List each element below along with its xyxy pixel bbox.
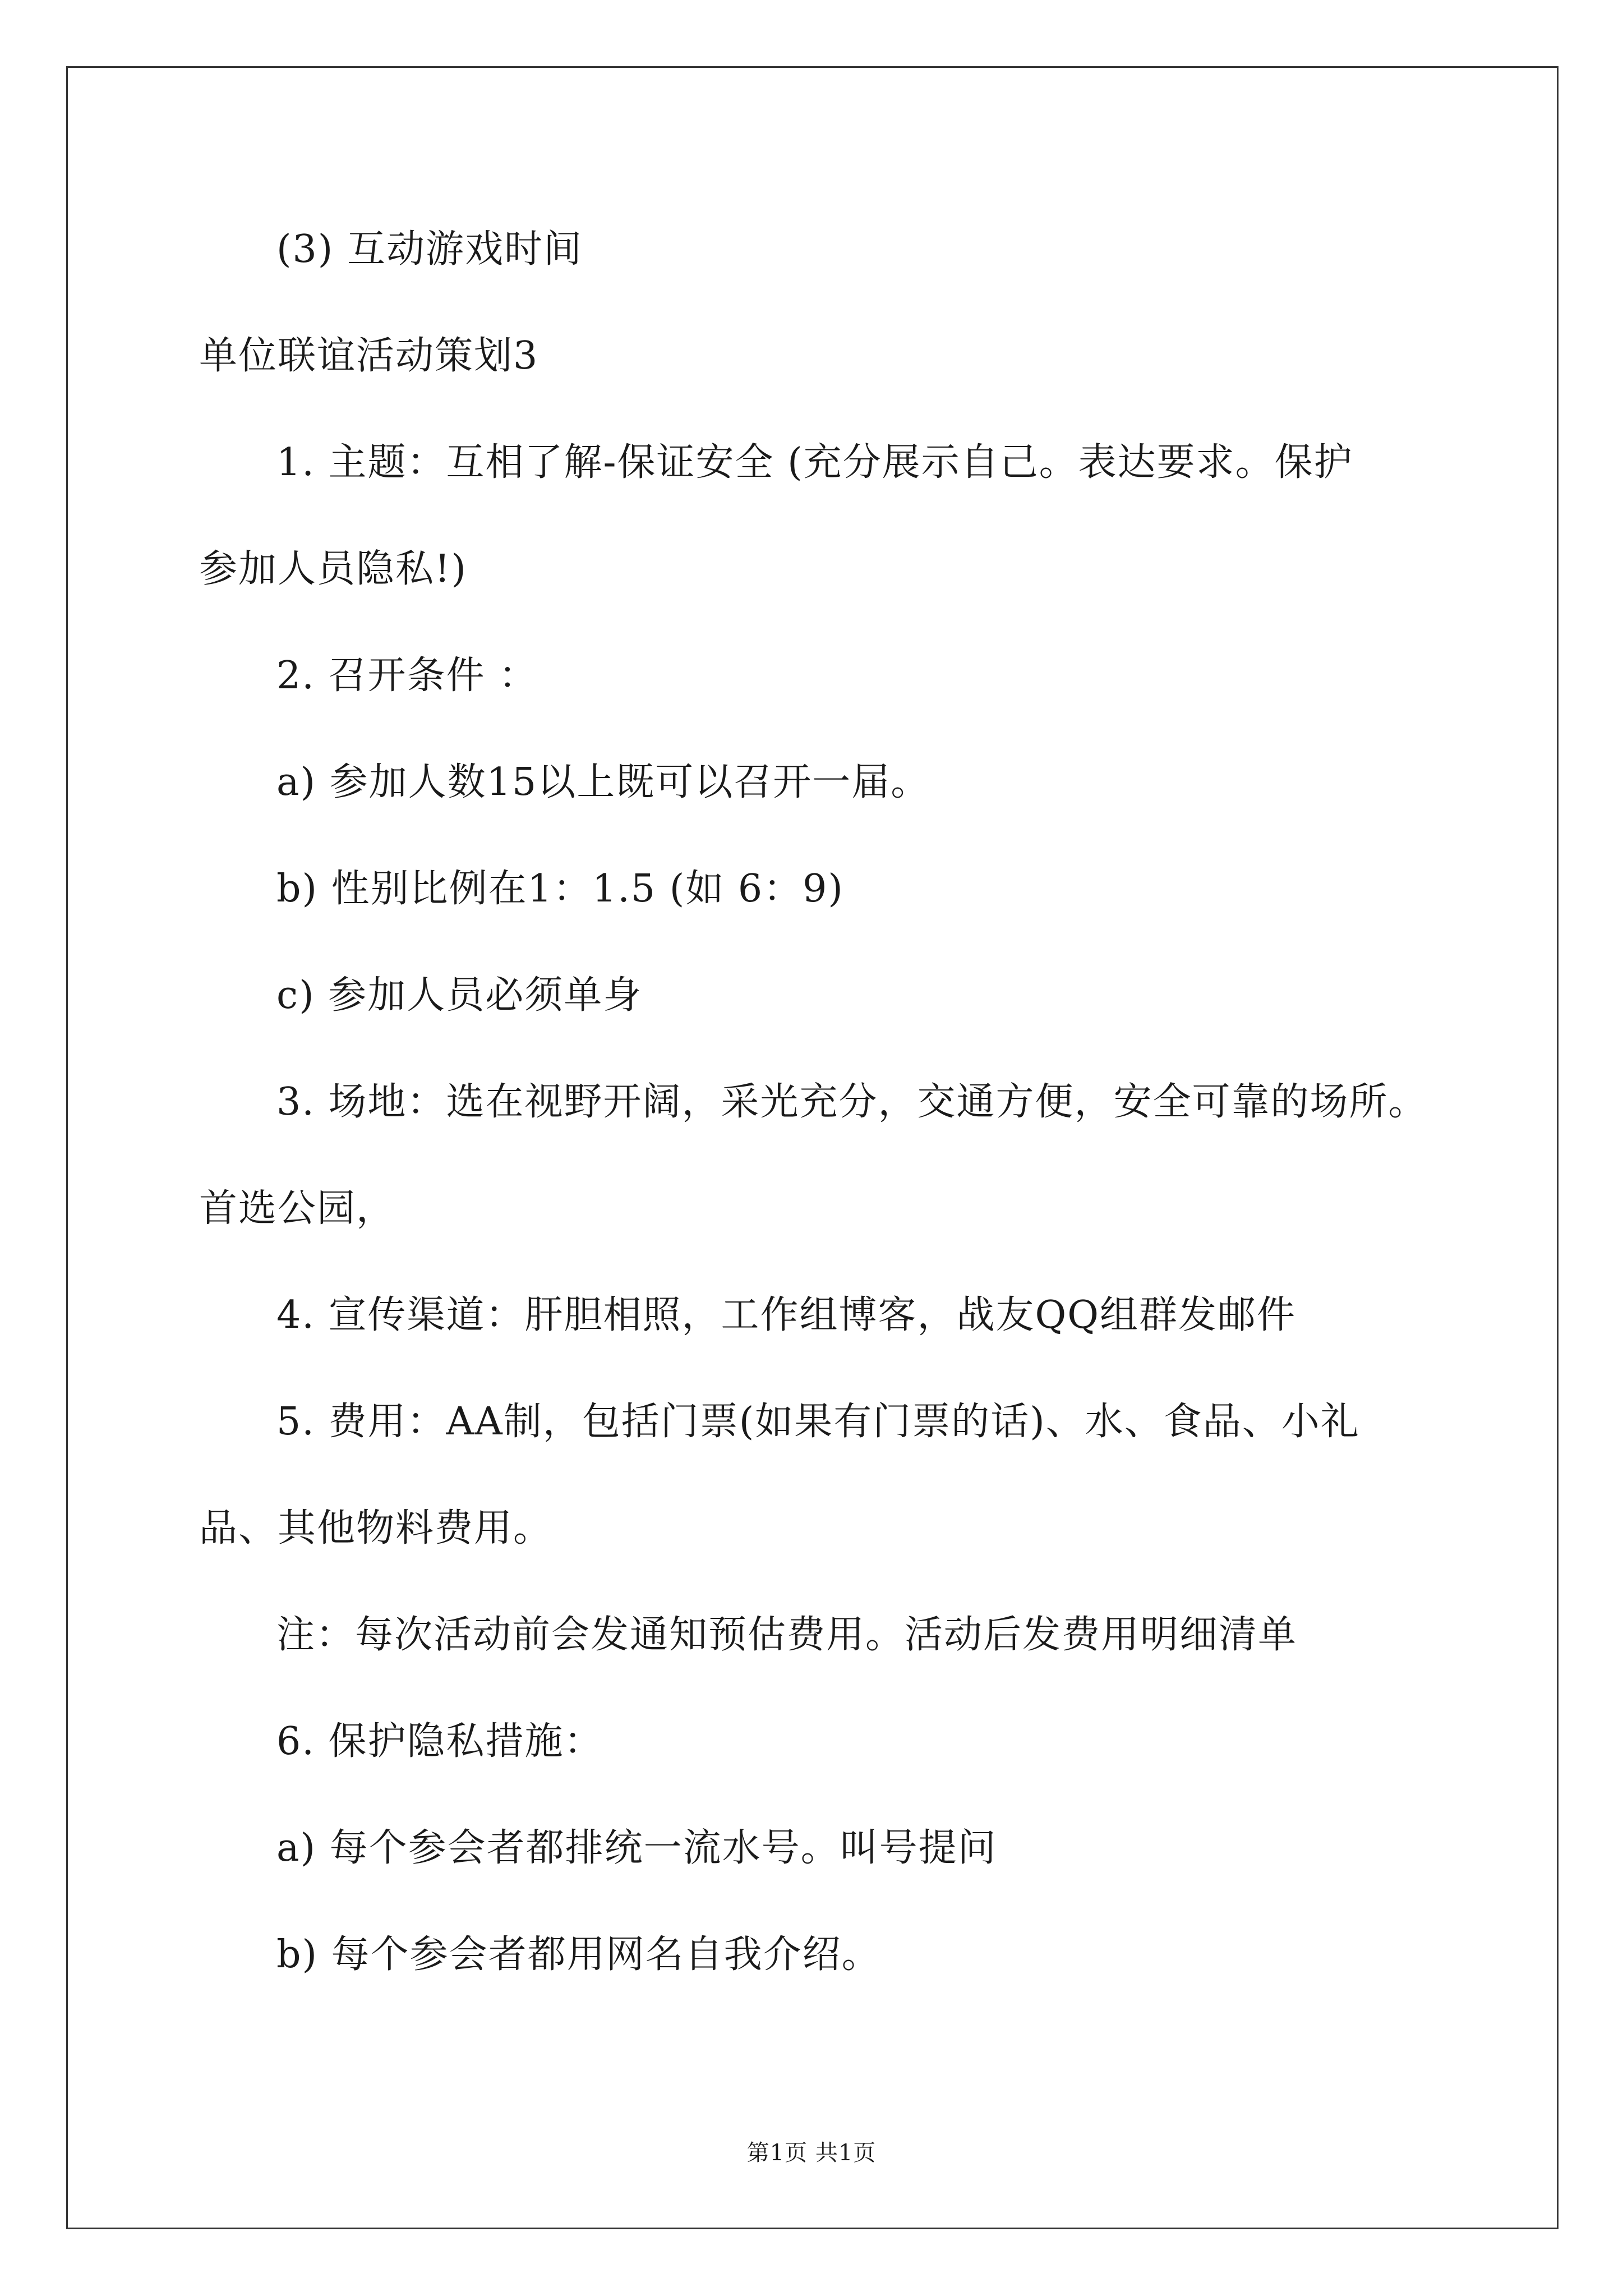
text-line-venue-cont: 首选公园， <box>199 1186 396 1231</box>
text-line-venue: 3. 场地：选在视野开阔，采光充分，交通方便，安全可靠的场所。 <box>276 1080 1428 1124</box>
text-line-privacy-a: a) 每个参会者都排统一流水号。叫号提问 <box>276 1826 997 1870</box>
text-line-conditions: 2. 召开条件 ： <box>276 654 538 698</box>
text-line-condition-b: b) 性别比例在1：1.5 (如 6：9) <box>276 867 844 911</box>
text-line-promotion: 4. 宣传渠道：肝胆相照，工作组博客，战友QQ组群发邮件 <box>276 1293 1296 1337</box>
text-line-privacy: 6. 保护隐私措施： <box>276 1719 603 1764</box>
text-line-cost-cont: 品、其他物料费用。 <box>199 1506 553 1550</box>
text-line-privacy-b: b) 每个参会者都用网名自我介绍。 <box>276 1932 881 1977</box>
text-line-theme: 1. 主题：互相了解-保证安全 (充分展示自己。表达要求。保护 <box>276 440 1353 485</box>
text-line-condition-c: c) 参加人员必须单身 <box>276 973 643 1018</box>
page-footer: 第1页 共1页 <box>746 2140 877 2166</box>
text-line-game-time: (3) 互动游戏时间 <box>276 227 583 272</box>
text-line-cost: 5. 费用：AA制，包括门票(如果有门票的话)、水、食品、小礼 <box>276 1400 1360 1444</box>
text-line-condition-a: a) 参加人数15以上既可以召开一届。 <box>276 760 930 804</box>
text-line-note: 注：每次活动前会发通知预估费用。活动后发费用明细清单 <box>276 1613 1298 1657</box>
section-heading: 单位联谊活动策划3 <box>199 334 539 378</box>
text-line-theme-cont: 参加人员隐私!) <box>199 547 467 591</box>
page-border <box>66 66 1559 2229</box>
